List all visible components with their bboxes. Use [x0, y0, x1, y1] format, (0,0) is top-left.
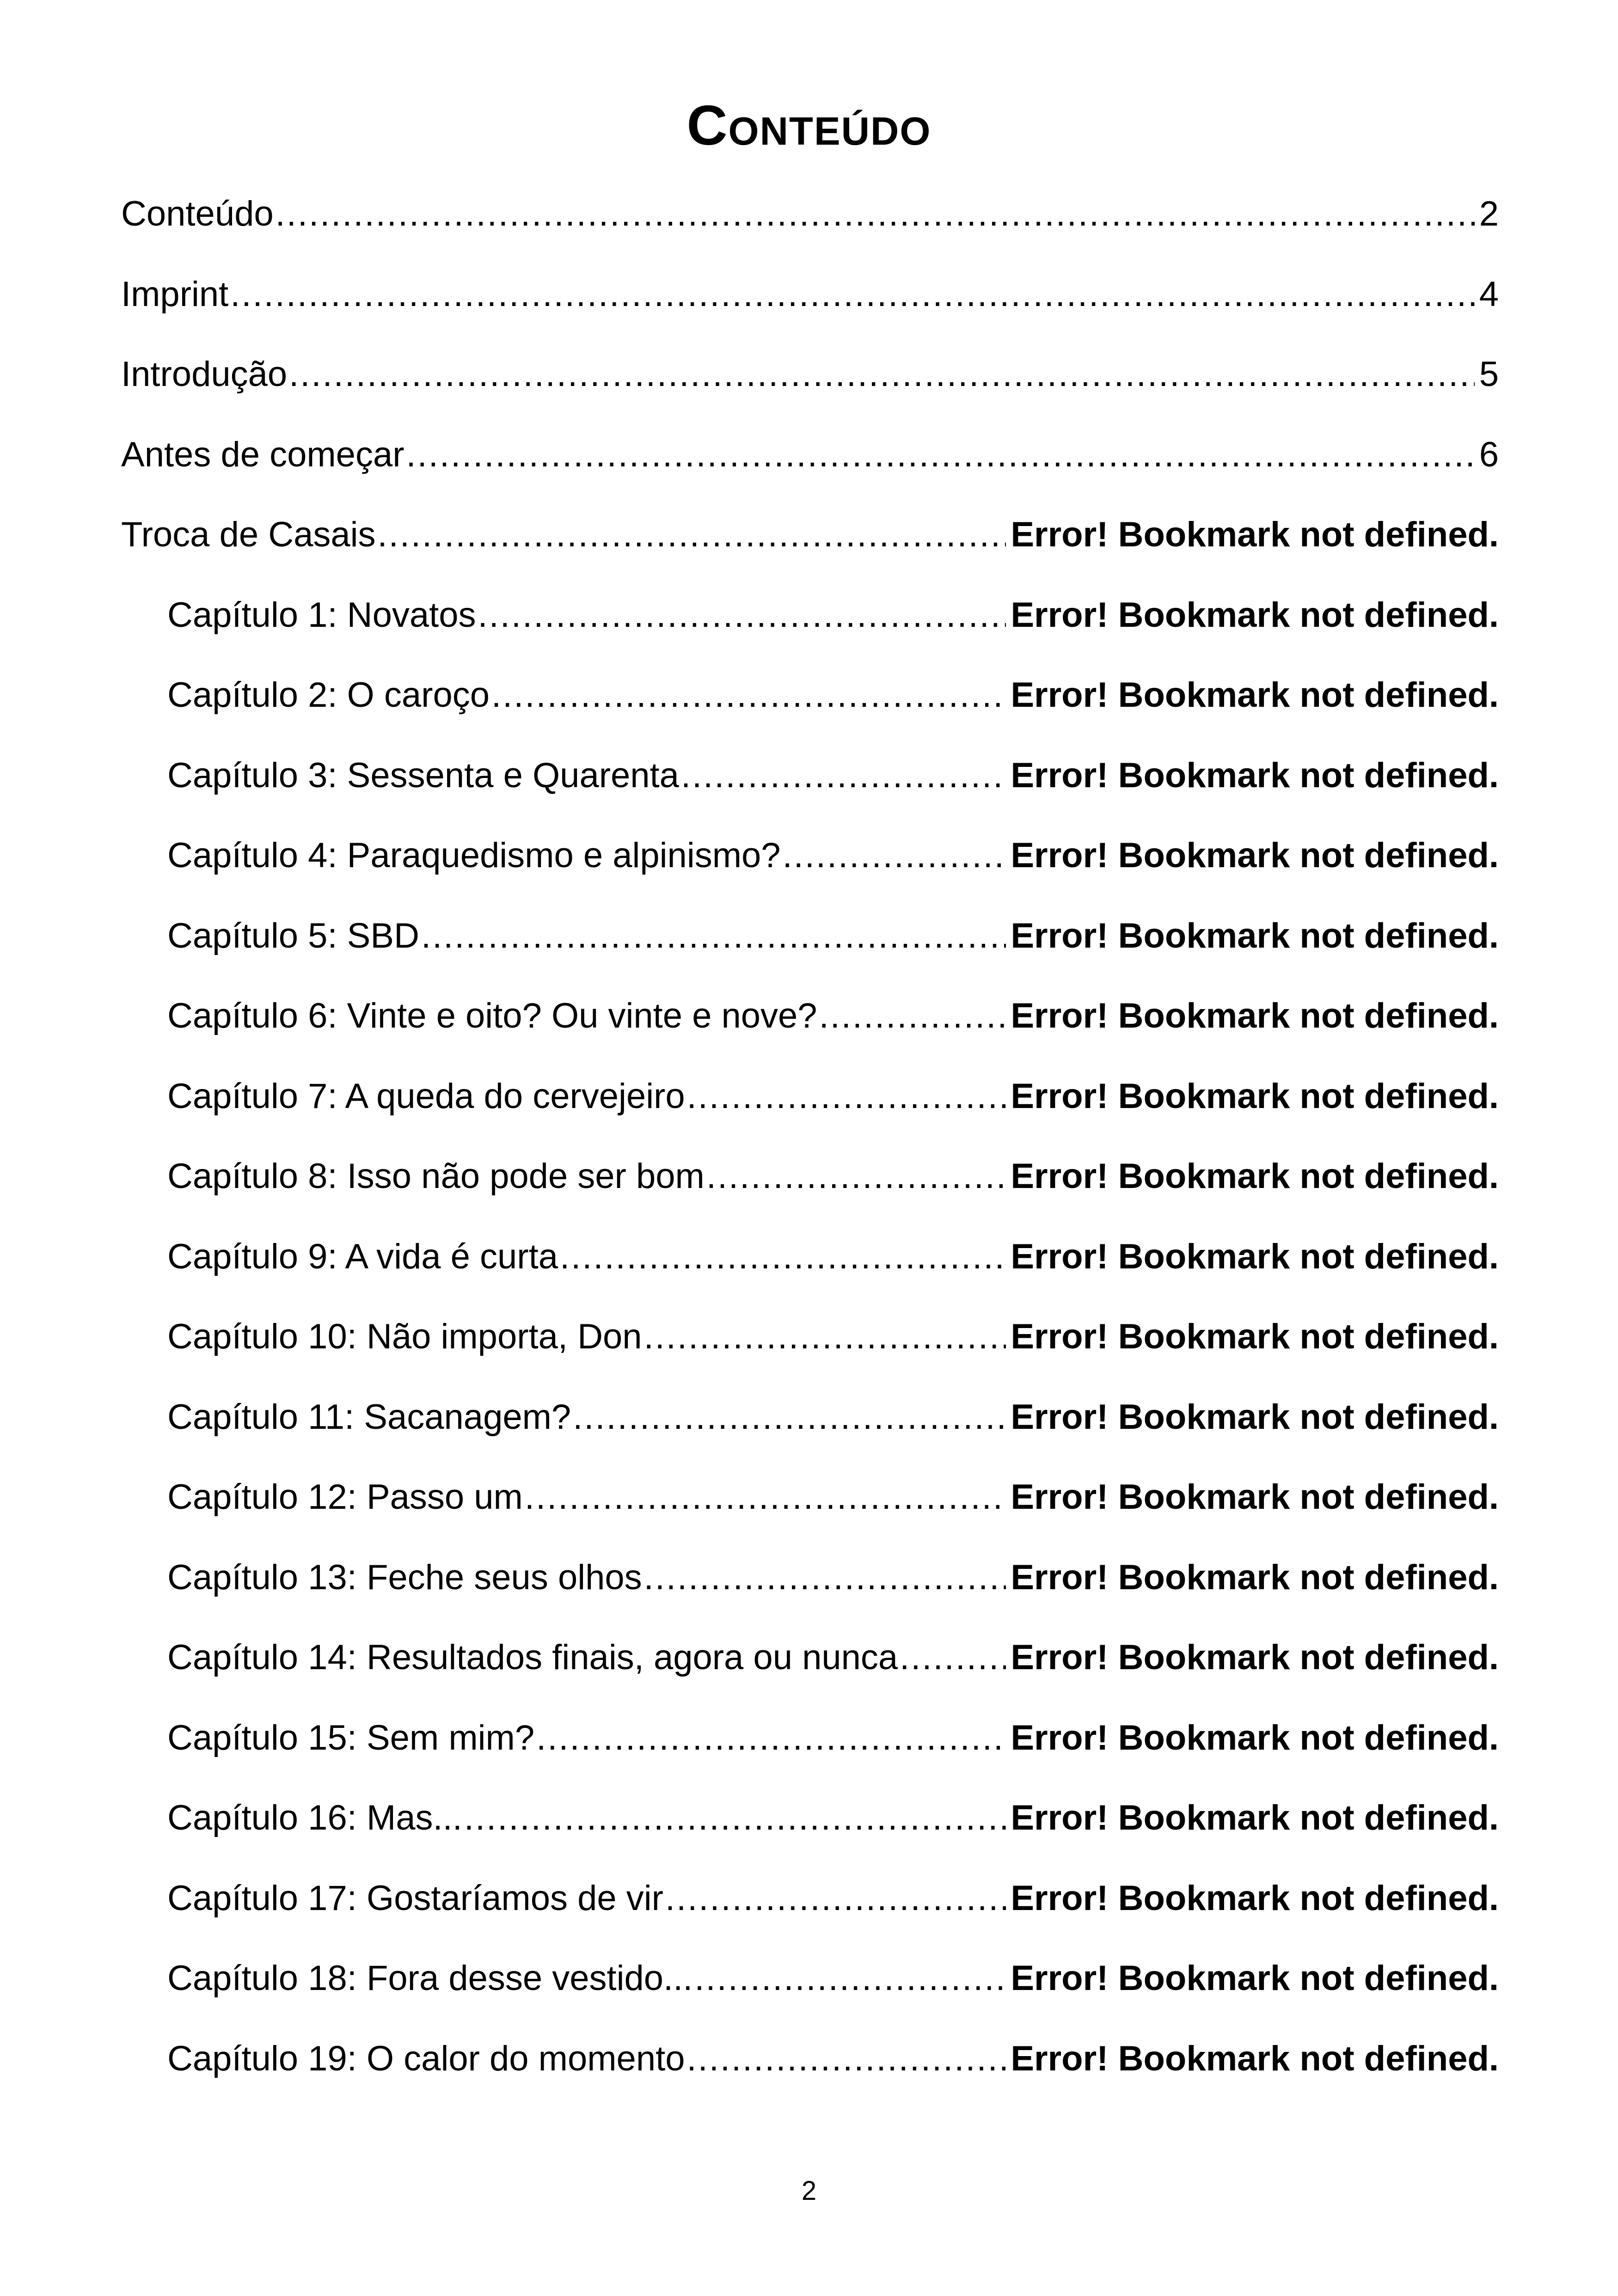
toc-entry-page: Error! Bookmark not defined. — [1011, 755, 1499, 795]
toc-dot-leader — [378, 505, 1006, 565]
toc-entry[interactable] — [121, 1788, 1499, 1868]
toc-entry[interactable] — [121, 264, 1499, 345]
toc-entry-page: Error! Bookmark not defined. — [1011, 1638, 1499, 1677]
toc-entry-page: Error! Bookmark not defined. — [1011, 836, 1499, 875]
toc-entry-label[interactable]: Capítulo 1: Novatos — [167, 595, 476, 635]
toc-entry[interactable] — [121, 184, 1499, 264]
toc-entry[interactable] — [121, 1387, 1499, 1468]
toc-entry-label[interactable]: Capítulo 18: Fora desse vestido... — [167, 1959, 693, 1998]
toc-entry-label[interactable]: Imprint — [121, 274, 229, 314]
toc-entry-label[interactable]: Conteúdo — [121, 194, 274, 233]
table-of-contents — [121, 184, 1499, 2109]
toc-entry-page: 6 — [1479, 435, 1499, 474]
toc-entry-page: Error! Bookmark not defined. — [1011, 1157, 1499, 1196]
toc-entry[interactable] — [121, 585, 1499, 666]
toc-entry-label[interactable]: Antes de começar — [121, 435, 404, 474]
toc-dot-leader — [783, 826, 1006, 886]
toc-entry[interactable] — [121, 1708, 1499, 1788]
toc-dot-leader — [464, 1788, 1006, 1848]
toc-entry-label[interactable]: Capítulo 4: Paraquedismo e alpinismo? — [167, 836, 781, 875]
toc-entry[interactable] — [121, 906, 1499, 986]
toc-dot-leader — [421, 906, 1006, 966]
toc-entry[interactable] — [121, 986, 1499, 1066]
toc-dot-leader — [644, 1307, 1006, 1367]
page-number: 2 — [801, 2176, 817, 2206]
toc-dot-leader — [706, 1146, 1006, 1206]
toc-entry-label[interactable]: Capítulo 7: A queda do cervejeiro — [167, 1076, 685, 1116]
toc-dot-leader — [491, 665, 1006, 725]
toc-entry-page: Error! Bookmark not defined. — [1011, 2039, 1499, 2078]
toc-entry-page: 2 — [1479, 194, 1499, 233]
toc-entry-page: Error! Bookmark not defined. — [1011, 1718, 1499, 1757]
toc-dot-leader — [560, 1227, 1006, 1287]
toc-entry-page: Error! Bookmark not defined. — [1011, 1317, 1499, 1356]
toc-dot-leader — [665, 1868, 1006, 1929]
page-title: Conteúdo — [686, 94, 932, 157]
toc-dot-leader — [644, 1548, 1006, 1608]
toc-entry-label[interactable]: Capítulo 15: Sem mim? — [167, 1718, 535, 1757]
toc-entry-label[interactable]: Capítulo 17: Gostaríamos de vir — [167, 1878, 663, 1918]
toc-entry[interactable] — [121, 425, 1499, 505]
toc-entry-page: Error! Bookmark not defined. — [1011, 675, 1499, 715]
toc-entry-page: Error! Bookmark not defined. — [1011, 595, 1499, 635]
toc-entry-page: Error! Bookmark not defined. — [1011, 916, 1499, 955]
toc-entry-page: Error! Bookmark not defined. — [1011, 1237, 1499, 1276]
toc-entry[interactable] — [121, 826, 1499, 906]
toc-entry-label[interactable]: Capítulo 19: O calor do momento — [167, 2039, 685, 2078]
toc-dot-leader — [525, 1467, 1006, 1527]
toc-entry-label[interactable]: Capítulo 9: A vida é curta — [167, 1237, 558, 1276]
toc-entry-label[interactable]: Introdução — [121, 355, 288, 394]
toc-entry-page: Error! Bookmark not defined. — [1011, 1878, 1499, 1918]
toc-entry-page: Error! Bookmark not defined. — [1011, 1959, 1499, 1998]
toc-entry[interactable] — [121, 1227, 1499, 1307]
toc-entry-label[interactable]: Capítulo 12: Passo um — [167, 1477, 523, 1517]
toc-entry-page: Error! Bookmark not defined. — [1011, 996, 1499, 1035]
toc-dot-leader — [573, 1387, 1006, 1447]
toc-entry-label[interactable]: Capítulo 6: Vinte e oito? Ou vinte e nove? — [167, 996, 817, 1035]
toc-dot-leader — [681, 746, 1006, 806]
toc-dot-leader — [687, 1066, 1006, 1127]
toc-entry[interactable] — [121, 1307, 1499, 1387]
toc-entry[interactable] — [121, 1628, 1499, 1708]
toc-entry-page: Error! Bookmark not defined. — [1011, 1397, 1499, 1437]
toc-entry[interactable] — [121, 2029, 1499, 2109]
toc-entry-page: Error! Bookmark not defined. — [1011, 1076, 1499, 1116]
toc-entry-page: 5 — [1479, 355, 1499, 394]
toc-dot-leader — [819, 986, 1006, 1046]
toc-dot-leader — [406, 425, 1475, 485]
toc-entry-label[interactable]: Capítulo 8: Isso não pode ser bom — [167, 1157, 705, 1196]
toc-entry-label[interactable]: Capítulo 11: Sacanagem? — [167, 1397, 571, 1437]
toc-entry-page: Error! Bookmark not defined. — [1011, 1798, 1499, 1837]
toc-entry[interactable] — [121, 1548, 1499, 1628]
toc-entry-page: Error! Bookmark not defined. — [1011, 1557, 1499, 1597]
toc-dot-leader — [686, 2029, 1006, 2089]
toc-dot-leader — [478, 585, 1006, 645]
toc-entry-label[interactable]: Capítulo 2: O caroço — [167, 675, 490, 715]
toc-entry[interactable] — [121, 665, 1499, 746]
toc-entry[interactable] — [121, 1868, 1499, 1949]
toc-entry-page: Error! Bookmark not defined. — [1011, 515, 1499, 554]
toc-entry-label[interactable]: Capítulo 16: Mas... — [167, 1798, 462, 1837]
toc-entry[interactable] — [121, 1066, 1499, 1147]
toc-entry-label[interactable]: Capítulo 13: Feche seus olhos — [167, 1557, 642, 1597]
toc-entry[interactable] — [121, 344, 1499, 425]
toc-entry-page: 4 — [1479, 274, 1499, 314]
toc-dot-leader — [289, 344, 1475, 404]
toc-dot-leader — [900, 1628, 1006, 1688]
toc-entry[interactable] — [121, 1146, 1499, 1227]
toc-entry-label[interactable]: Capítulo 5: SBD — [167, 916, 419, 955]
toc-entry[interactable] — [121, 746, 1499, 826]
toc-entry-label[interactable]: Capítulo 10: Não importa, Don — [167, 1317, 642, 1356]
toc-entry[interactable] — [121, 1467, 1499, 1548]
toc-dot-leader — [276, 184, 1475, 244]
toc-entry-page: Error! Bookmark not defined. — [1011, 1477, 1499, 1517]
toc-dot-leader — [694, 1948, 1006, 2008]
toc-dot-leader — [536, 1708, 1006, 1768]
toc-entry-label[interactable]: Capítulo 14: Resultados finais, agora ou nunca — [167, 1638, 898, 1677]
toc-entry[interactable] — [121, 1948, 1499, 2029]
toc-entry[interactable] — [121, 505, 1499, 585]
toc-entry-label[interactable]: Troca de Casais — [121, 515, 376, 554]
toc-entry-label[interactable]: Capítulo 3: Sessenta e Quarenta — [167, 755, 679, 795]
toc-dot-leader — [230, 264, 1474, 325]
